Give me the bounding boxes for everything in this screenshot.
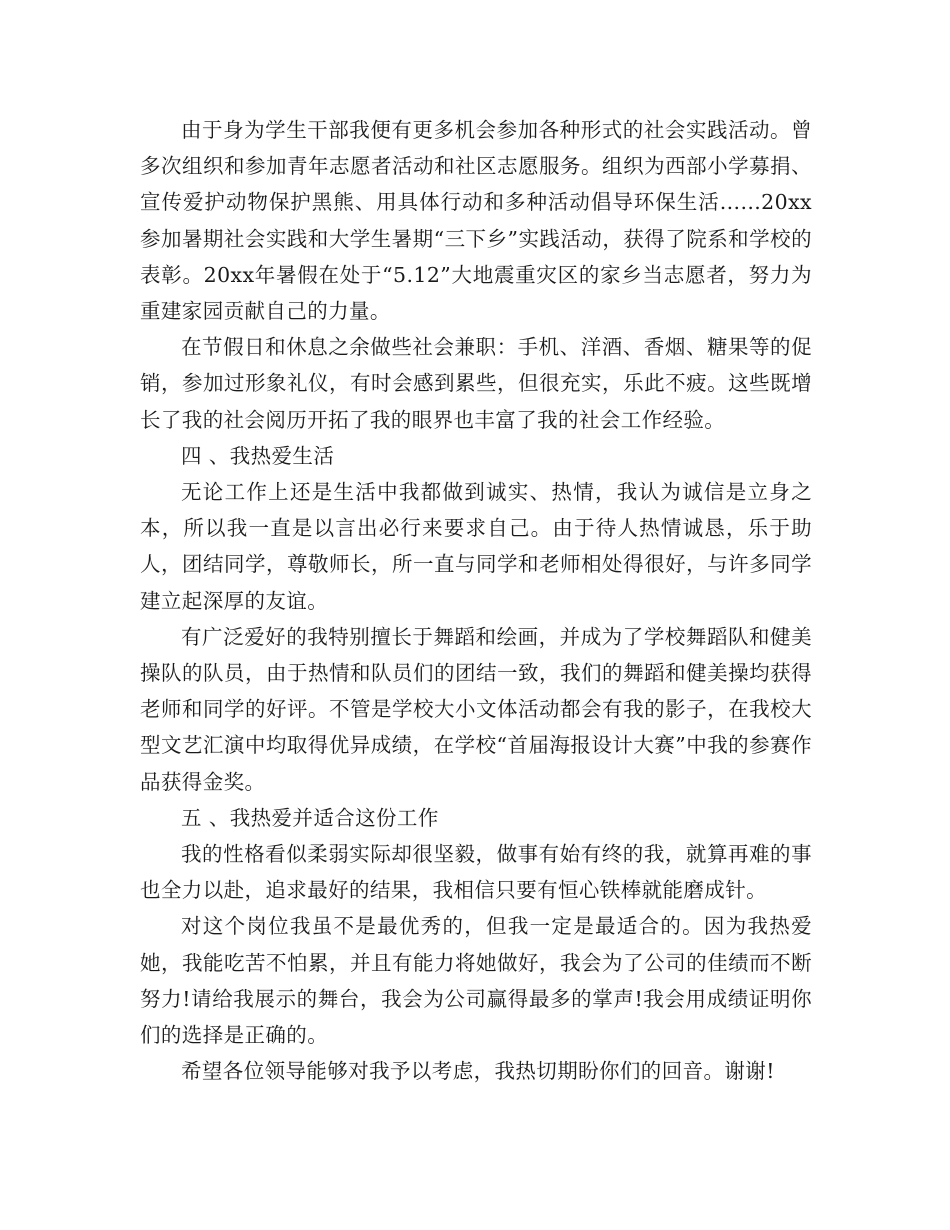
paragraph-social-practice: 由于身为学生干部我便有更多机会参加各种形式的社会实践活动。曾多次组织和参加青年志愿者活动和社区志愿服务。组织为西部小学募捐、宣传爱护动物保护黑熊、用具体行动和多种活动倡导环保生活......20xx参加暑期社会实践和大学生暑期“三下乡”实践活动，获得了院系和学校的表彰。20xx年暑假在处于“5.12”大地震重灾区的家乡当志愿者，努力为重建家园贡献自己的力量。 bbox=[140, 118, 812, 324]
paragraph-personality: 我的性格看似柔弱实际却很坚毅，做事有始有终的我，就算再难的事也全力以赴，追求最好的结果，我相信只要有恒心铁棒就能磨成针。 bbox=[140, 842, 812, 903]
section-heading-suit-job: 五 、我热爱并适合这份工作 bbox=[181, 805, 439, 830]
paragraph-position-fit: 对这个岗位我虽不是最优秀的，但我一定是最适合的。因为我热爱她，我能吃苦不怕累，并且有能力将她做好，我会为了公司的佳绩而不断努力!请给我展示的舞台，我会为公司赢得最多的掌声!我会用成绩证明你们的选择是正确的。 bbox=[140, 914, 812, 1048]
document-body bbox=[140, 112, 812, 1089]
paragraph-hobbies: 有广泛爱好的我特别擅长于舞蹈和绘画，并成为了学校舞蹈队和健美操队的队员，由于热情和队员们的团结一致，我们的舞蹈和健美操均获得老师和同学的好评。不管是学校大小文体活动都会有我的影子，在我校大型文艺汇演中均取得优异成绩，在学校“首届海报设计大赛”中我的参赛作品获得金奖。 bbox=[140, 624, 812, 794]
paragraph-honesty: 无论工作上还是生活中我都做到诚实、热情，我认为诚信是立身之本，所以我一直是以言出必行来要求自己。由于待人热情诚恳，乐于助人，团结同学，尊敬师长，所一直与同学和老师相处得很好，与许多同学建立起深厚的友谊。 bbox=[140, 480, 812, 613]
paragraph-closing: 希望各位领导能够对我予以考虑，我热切期盼你们的回音。谢谢! bbox=[181, 1059, 775, 1084]
section-heading-love-life: 四 、我热爱生活 bbox=[181, 443, 335, 468]
paragraph-part-time-jobs: 在节假日和休息之余做些社会兼职：手机、洋酒、香烟、糖果等的促销，参加过形象礼仪，有时会感到累些，但很充实，乐此不疲。这些既增长了我的社会阅历开拓了我的眼界也丰富了我的社会工作经验。 bbox=[140, 335, 812, 432]
